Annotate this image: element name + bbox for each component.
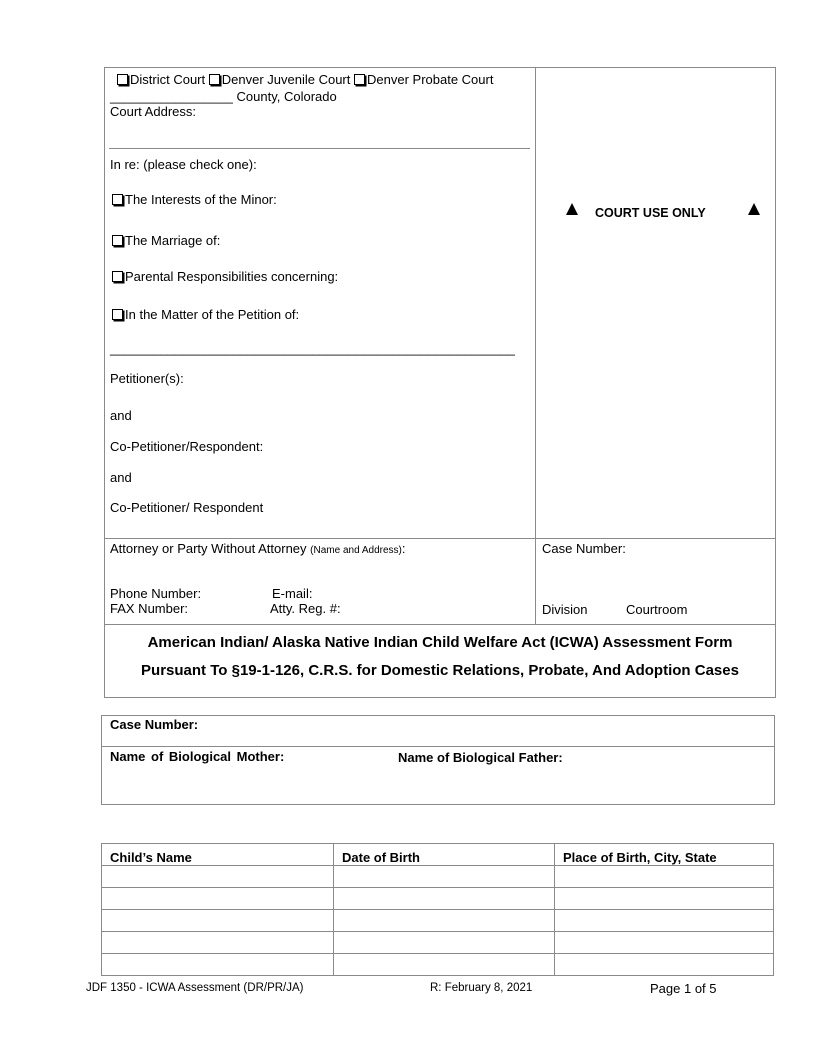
- parents-box-divider: [101, 746, 774, 747]
- petitioner-label: Petitioner(s):: [110, 371, 184, 386]
- place-of-birth-cell[interactable]: [555, 954, 774, 976]
- case-number-label: Case Number:: [542, 541, 626, 556]
- place-of-birth-cell[interactable]: [555, 888, 774, 910]
- table-row: [102, 888, 774, 910]
- denver-probate-court-checkbox[interactable]: [354, 74, 365, 85]
- table-row: [102, 910, 774, 932]
- in-re-minor-checkbox[interactable]: [112, 194, 123, 205]
- phone-label: Phone Number:: [110, 586, 202, 601]
- caption-border-left: [104, 67, 105, 698]
- table-header-row: [102, 844, 774, 866]
- child-name-cell[interactable]: [102, 932, 334, 954]
- court-address-rule: [109, 148, 530, 149]
- caption-divider-title: [104, 624, 776, 625]
- attorney-note: (Name and Address): [310, 545, 402, 556]
- court-use-only-label: COURT USE ONLY: [595, 206, 706, 220]
- co-petitioner-label-2: Co-Petitioner/ Respondent: [110, 500, 264, 515]
- in-re-minor-option[interactable]: The Interests of the Minor:: [112, 192, 277, 207]
- footer-revision: R: February 8, 2021: [430, 982, 533, 994]
- co-petitioner-label: Co-Petitioner/Respondent:: [110, 439, 264, 454]
- in-re-petition-option[interactable]: In the Matter of the Petition of:: [112, 307, 299, 322]
- party-name-blank[interactable]: ________________________________________________________: [110, 341, 515, 356]
- atty-reg-label: Atty. Reg. #:: [270, 601, 341, 616]
- denver-probate-court-option[interactable]: Denver Probate Court: [354, 72, 493, 87]
- children-table: [101, 843, 774, 976]
- district-court-option[interactable]: District Court: [117, 72, 205, 87]
- place-of-birth-cell[interactable]: [555, 866, 774, 888]
- division-label: Division: [542, 602, 588, 617]
- form-title-line2: Pursuant To §19-1-126, C.R.S. for Domestic Relations, Probate, And Adoption Cases: [141, 662, 739, 679]
- table-row: [102, 932, 774, 954]
- caption-border-bottom: [104, 697, 776, 698]
- footer-page-number: Page 1 of 5: [650, 981, 717, 996]
- child-name-cell[interactable]: [102, 910, 334, 932]
- court-address-label: Court Address:: [110, 104, 196, 119]
- attorney-label: Attorney or Party Without Attorney (Name and Address):: [110, 541, 406, 556]
- date-of-birth-cell[interactable]: [334, 910, 555, 932]
- denver-juvenile-court-checkbox[interactable]: [209, 74, 220, 85]
- in-re-parental-option[interactable]: Parental Responsibilities concerning:: [112, 269, 338, 284]
- caption-border-right: [775, 67, 776, 698]
- in-re-parental-checkbox[interactable]: [112, 271, 123, 282]
- form-title-line1: American Indian/ Alaska Native Indian Child Welfare Act (ICWA) Assessment Form: [147, 634, 733, 651]
- district-court-checkbox[interactable]: [117, 74, 128, 85]
- triangle-left-icon: [566, 202, 578, 220]
- mother-name-label: Name of Biological Mother:: [110, 749, 285, 764]
- court-selection: [117, 72, 493, 87]
- date-of-birth-header: Date of Birth: [334, 844, 555, 866]
- in-re-petition-checkbox[interactable]: [112, 309, 123, 320]
- table-row: [102, 866, 774, 888]
- child-name-cell[interactable]: [102, 954, 334, 976]
- county-line: [110, 89, 337, 104]
- place-of-birth-cell[interactable]: [555, 932, 774, 954]
- courtroom-label: Courtroom: [626, 602, 688, 617]
- and-label-2: and: [110, 470, 132, 485]
- fax-label: FAX Number:: [110, 601, 189, 616]
- place-of-birth-cell[interactable]: [555, 910, 774, 932]
- date-of-birth-cell[interactable]: [334, 888, 555, 910]
- caption-divider-attorney: [104, 538, 776, 539]
- footer-form-id: JDF 1350 - ICWA Assessment (DR/PR/JA): [86, 982, 304, 994]
- county-label: County, Colorado: [236, 89, 337, 104]
- date-of-birth-cell[interactable]: [334, 866, 555, 888]
- in-re-marriage-checkbox[interactable]: [112, 235, 123, 246]
- date-of-birth-cell[interactable]: [334, 932, 555, 954]
- parents-case-number-label: Case Number:: [110, 717, 199, 732]
- child-name-cell[interactable]: [102, 866, 334, 888]
- place-of-birth-header: Place of Birth, City, State: [555, 844, 774, 866]
- table-row: [102, 954, 774, 976]
- caption-border-top: [104, 67, 776, 68]
- in-re-marriage-option[interactable]: The Marriage of:: [112, 233, 220, 248]
- date-of-birth-cell[interactable]: [334, 954, 555, 976]
- child-name-header: Child’s Name: [102, 844, 334, 866]
- and-label-1: and: [110, 408, 132, 423]
- triangle-right-icon: [748, 202, 760, 220]
- county-blank[interactable]: _________________: [110, 89, 233, 104]
- denver-juvenile-court-option[interactable]: Denver Juvenile Court: [209, 72, 351, 87]
- caption-divider-vertical: [535, 67, 536, 625]
- father-name-label: Name of Biological Father:: [398, 750, 563, 765]
- email-label: E-mail:: [272, 586, 313, 601]
- in-re-label: In re: (please check one):: [110, 157, 257, 172]
- child-name-cell[interactable]: [102, 888, 334, 910]
